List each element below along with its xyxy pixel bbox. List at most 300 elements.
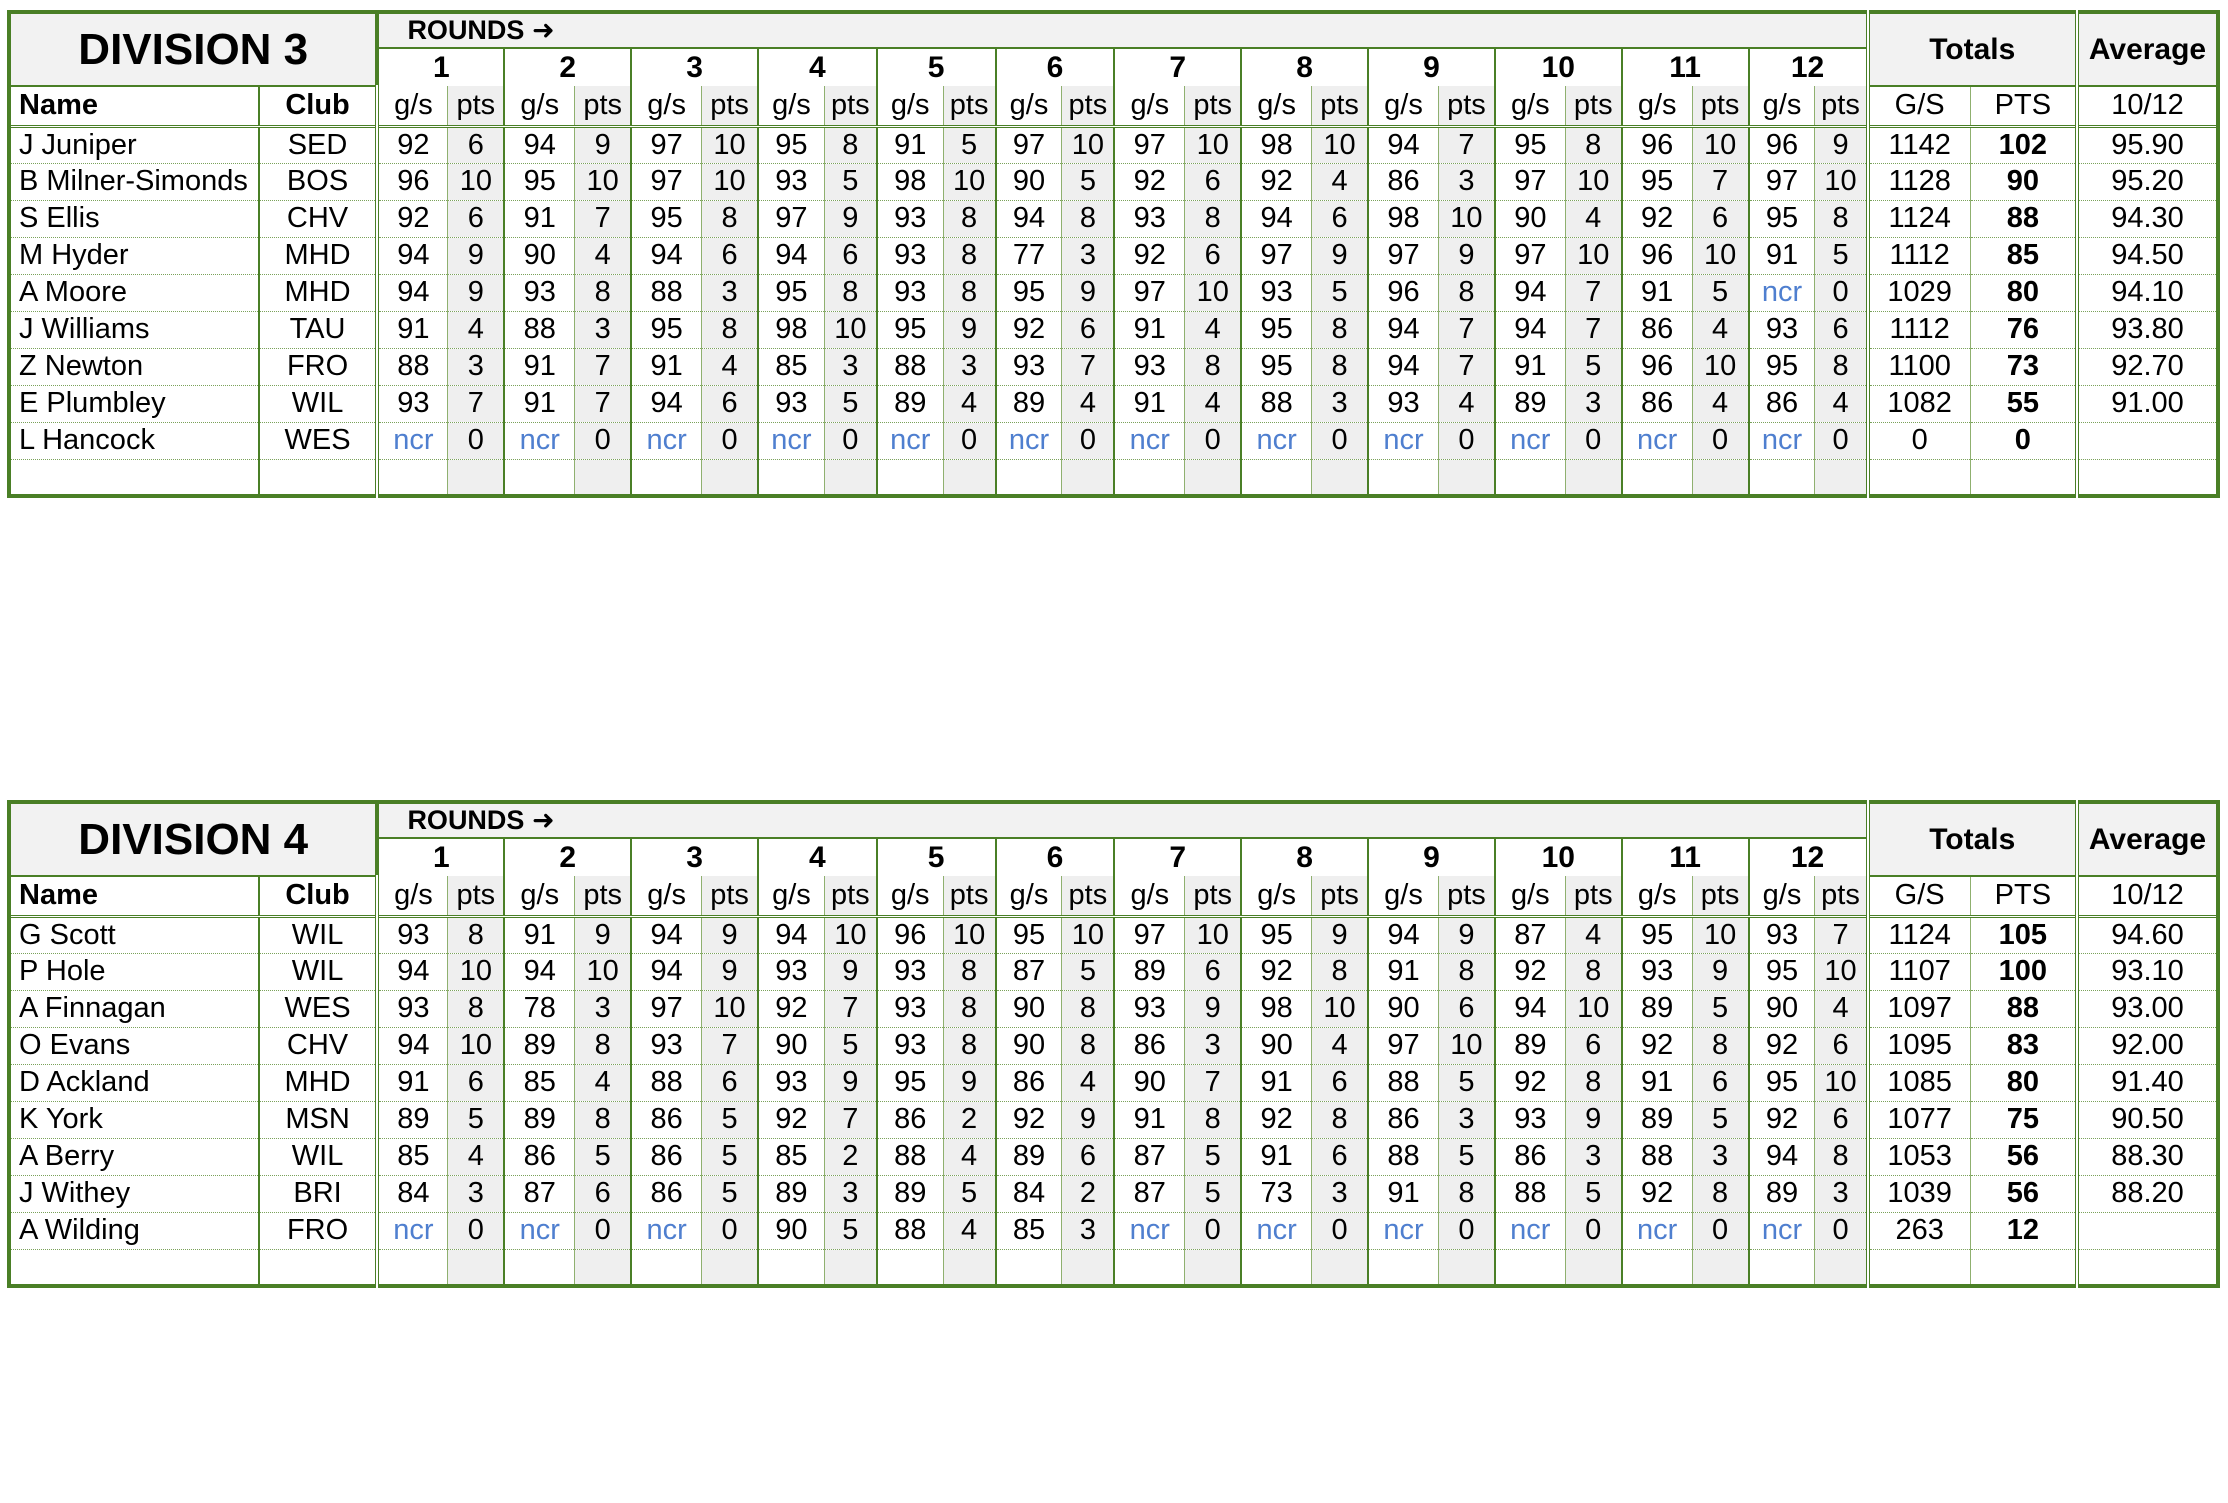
round-points: 0 — [1815, 422, 1868, 459]
empty-cell — [1241, 459, 1311, 496]
round-points: 3 — [1312, 1175, 1368, 1212]
round-points: 6 — [448, 1064, 504, 1101]
header-row-rounds — [9, 802, 2218, 838]
round-points: 8 — [1312, 311, 1368, 348]
table-row — [9, 200, 2218, 237]
round-points: 6 — [824, 237, 876, 274]
round-gs-score: 94 — [1368, 311, 1438, 348]
round-gs-score: 93 — [1114, 200, 1184, 237]
round-points: 5 — [824, 385, 876, 422]
round-gs-score: 73 — [1241, 1175, 1311, 1212]
pts-column-header: pts — [1815, 86, 1868, 126]
standings-table — [7, 800, 2220, 1288]
round-gs-score: 88 — [1495, 1175, 1565, 1212]
round-gs-score: 93 — [1114, 348, 1184, 385]
round-gs-score: 94 — [631, 916, 701, 953]
round-points: 0 — [575, 422, 631, 459]
round-gs-score: 95 — [1622, 916, 1692, 953]
round-gs-score: 92 — [1622, 1175, 1692, 1212]
round-points: 3 — [1815, 1175, 1868, 1212]
empty-cell — [1622, 1249, 1692, 1286]
gs-column-header: g/s — [631, 876, 701, 916]
round-gs-score: ncr — [377, 422, 447, 459]
pts-column-header: pts — [1565, 876, 1621, 916]
round-points: 4 — [1062, 1064, 1114, 1101]
table-row — [9, 916, 2218, 953]
club-code: MHD — [259, 1064, 378, 1101]
total-gs-header: G/S — [1868, 86, 1971, 126]
round-gs-score: ncr — [1241, 422, 1311, 459]
total-points: 76 — [1970, 311, 2077, 348]
table-row — [9, 1138, 2218, 1175]
round-number: 12 — [1749, 48, 1868, 86]
pts-column-header: pts — [702, 876, 758, 916]
total-points: 56 — [1970, 1138, 2077, 1175]
round-gs-score: 93 — [1495, 1101, 1565, 1138]
empty-cell — [259, 1249, 378, 1286]
empty-cell — [996, 459, 1062, 496]
round-points: 10 — [943, 163, 995, 200]
round-gs-score: 97 — [1749, 163, 1815, 200]
round-gs-score: 94 — [1495, 274, 1565, 311]
round-points: 8 — [1062, 990, 1114, 1027]
round-points: 9 — [702, 953, 758, 990]
round-points: 9 — [1565, 1101, 1621, 1138]
round-gs-score: 94 — [377, 237, 447, 274]
round-gs-score: 91 — [1368, 953, 1438, 990]
round-number: 7 — [1114, 48, 1241, 86]
empty-cell — [1815, 459, 1868, 496]
round-points: 4 — [1692, 311, 1748, 348]
pts-column-header: pts — [1565, 86, 1621, 126]
player-name: J Withey — [9, 1175, 259, 1212]
round-points: 5 — [1815, 237, 1868, 274]
round-number: 10 — [1495, 838, 1622, 876]
round-points: 10 — [824, 916, 876, 953]
pts-column-header: pts — [1185, 876, 1241, 916]
total-points: 88 — [1970, 990, 2077, 1027]
empty-cell — [1185, 459, 1241, 496]
average-score — [2077, 1212, 2218, 1249]
name-column-header: Name — [9, 876, 259, 916]
round-gs-score: 95 — [996, 916, 1062, 953]
round-gs-score: 95 — [1495, 126, 1565, 163]
round-points: 0 — [702, 1212, 758, 1249]
empty-cell — [1438, 459, 1494, 496]
round-gs-score: 97 — [1114, 274, 1184, 311]
round-points: 3 — [1692, 1138, 1748, 1175]
empty-cell — [1970, 459, 2077, 496]
round-points: 10 — [575, 163, 631, 200]
table-row — [9, 311, 2218, 348]
round-points: 6 — [1062, 1138, 1114, 1175]
round-points: 10 — [1565, 237, 1621, 274]
round-points: 0 — [702, 422, 758, 459]
round-gs-score: 93 — [758, 385, 824, 422]
round-gs-score: 88 — [877, 348, 943, 385]
round-gs-score: 96 — [1749, 126, 1815, 163]
average-header: Average — [2077, 12, 2218, 86]
round-gs-score: 94 — [1495, 311, 1565, 348]
round-points: 8 — [1062, 1027, 1114, 1064]
round-points: 7 — [824, 1101, 876, 1138]
pts-column-header: pts — [448, 876, 504, 916]
round-points: 8 — [1565, 1064, 1621, 1101]
round-points: 9 — [575, 916, 631, 953]
round-gs-score: 94 — [377, 953, 447, 990]
round-points: 10 — [943, 916, 995, 953]
empty-cell — [1815, 1249, 1868, 1286]
player-name: Z Newton — [9, 348, 259, 385]
round-points: 6 — [1438, 990, 1494, 1027]
round-gs-score: ncr — [504, 422, 574, 459]
round-number: 3 — [631, 838, 758, 876]
total-gs: 1112 — [1868, 237, 1971, 274]
round-points: 3 — [824, 1175, 876, 1212]
round-gs-score: 95 — [1241, 311, 1311, 348]
round-gs-score: 92 — [377, 200, 447, 237]
gs-column-header: g/s — [1622, 86, 1692, 126]
empty-cell — [758, 459, 824, 496]
empty-cell — [448, 459, 504, 496]
round-points: 10 — [1815, 163, 1868, 200]
round-number: 2 — [504, 48, 631, 86]
round-gs-score: 86 — [1114, 1027, 1184, 1064]
table-row — [9, 348, 2218, 385]
round-gs-score: 95 — [1241, 916, 1311, 953]
name-column-header: Name — [9, 86, 259, 126]
round-gs-score: 89 — [1622, 1101, 1692, 1138]
empty-cell — [9, 1249, 259, 1286]
club-code: WIL — [259, 953, 378, 990]
round-gs-score: 96 — [1368, 274, 1438, 311]
round-gs-score: 97 — [1495, 163, 1565, 200]
round-gs-score: 97 — [631, 990, 701, 1027]
round-gs-score: 94 — [377, 1027, 447, 1064]
round-points: 8 — [1815, 200, 1868, 237]
empty-cell — [1970, 1249, 2077, 1286]
round-gs-score: 92 — [996, 311, 1062, 348]
club-code: FRO — [259, 348, 378, 385]
pts-column-header: pts — [448, 86, 504, 126]
empty-cell — [702, 459, 758, 496]
round-gs-score: 93 — [1749, 311, 1815, 348]
round-gs-score: 94 — [377, 274, 447, 311]
round-points: 3 — [1312, 385, 1368, 422]
round-number: 6 — [996, 48, 1115, 86]
empty-cell — [824, 1249, 876, 1286]
empty-cell — [1565, 459, 1621, 496]
average-score: 93.00 — [2077, 990, 2218, 1027]
round-gs-score: 91 — [631, 348, 701, 385]
round-points: 5 — [1185, 1138, 1241, 1175]
round-points: 0 — [943, 422, 995, 459]
empty-cell — [1438, 1249, 1494, 1286]
empty-cell — [2077, 1249, 2218, 1286]
gs-column-header: g/s — [996, 86, 1062, 126]
round-points: 4 — [1312, 163, 1368, 200]
round-points: 6 — [1815, 311, 1868, 348]
round-gs-score: 92 — [1495, 1064, 1565, 1101]
round-gs-score: 95 — [1622, 163, 1692, 200]
round-gs-score: 84 — [996, 1175, 1062, 1212]
round-points: 5 — [1692, 990, 1748, 1027]
empty-cell — [1868, 459, 1971, 496]
round-gs-score: 94 — [1368, 126, 1438, 163]
round-gs-score: 93 — [1241, 274, 1311, 311]
round-gs-score: 93 — [758, 163, 824, 200]
round-gs-score: 95 — [504, 163, 574, 200]
round-points: 5 — [824, 1027, 876, 1064]
round-gs-score: ncr — [1495, 422, 1565, 459]
round-gs-score: 86 — [631, 1175, 701, 1212]
round-gs-score: 93 — [877, 274, 943, 311]
round-gs-score: 88 — [1368, 1138, 1438, 1175]
round-number: 1 — [377, 48, 504, 86]
club-code: SED — [259, 126, 378, 163]
round-points: 3 — [702, 274, 758, 311]
empty-cell — [943, 459, 995, 496]
table-row — [9, 1027, 2218, 1064]
round-points: 4 — [1438, 385, 1494, 422]
round-gs-score: ncr — [1749, 1212, 1815, 1249]
round-gs-score: 91 — [877, 126, 943, 163]
round-points: 10 — [824, 311, 876, 348]
total-points: 88 — [1970, 200, 2077, 237]
round-number: 8 — [1241, 48, 1368, 86]
round-points: 3 — [575, 311, 631, 348]
round-points: 0 — [448, 1212, 504, 1249]
table-row — [9, 126, 2218, 163]
round-points: 5 — [1692, 274, 1748, 311]
round-points: 8 — [1815, 1138, 1868, 1175]
round-gs-score: ncr — [1368, 1212, 1438, 1249]
round-gs-score: 91 — [504, 200, 574, 237]
round-gs-score: ncr — [877, 422, 943, 459]
round-points: 7 — [1438, 311, 1494, 348]
round-points: 10 — [1185, 916, 1241, 953]
total-gs: 1128 — [1868, 163, 1971, 200]
club-code: CHV — [259, 1027, 378, 1064]
empty-cell — [504, 459, 574, 496]
empty-cell — [1062, 1249, 1114, 1286]
round-points: 8 — [1185, 348, 1241, 385]
empty-cell — [1185, 1249, 1241, 1286]
round-points: 10 — [702, 126, 758, 163]
round-gs-score: 93 — [996, 348, 1062, 385]
round-number: 11 — [1622, 48, 1749, 86]
total-gs: 1100 — [1868, 348, 1971, 385]
empty-cell — [1495, 1249, 1565, 1286]
round-gs-score: 95 — [1749, 953, 1815, 990]
round-gs-score: 95 — [996, 274, 1062, 311]
total-gs: 1029 — [1868, 274, 1971, 311]
round-number: 3 — [631, 48, 758, 86]
round-points: 5 — [1438, 1064, 1494, 1101]
round-points: 0 — [1692, 422, 1748, 459]
empty-cell — [943, 1249, 995, 1286]
round-points: 8 — [1692, 1027, 1748, 1064]
round-points: 8 — [575, 1027, 631, 1064]
round-points: 7 — [1438, 348, 1494, 385]
round-gs-score: 93 — [758, 1064, 824, 1101]
round-gs-score: 93 — [1368, 385, 1438, 422]
pts-column-header: pts — [1692, 86, 1748, 126]
round-points: 4 — [1185, 385, 1241, 422]
round-points: 0 — [1565, 1212, 1621, 1249]
average-score: 91.40 — [2077, 1064, 2218, 1101]
round-gs-score: 86 — [1495, 1138, 1565, 1175]
empty-cell — [1062, 459, 1114, 496]
round-points: 10 — [1692, 348, 1748, 385]
round-number: 6 — [996, 838, 1115, 876]
round-gs-score: 86 — [1368, 163, 1438, 200]
round-gs-score: 91 — [504, 348, 574, 385]
round-points: 4 — [1815, 385, 1868, 422]
club-code: TAU — [259, 311, 378, 348]
player-name: D Ackland — [9, 1064, 259, 1101]
total-gs: 263 — [1868, 1212, 1971, 1249]
totals-header: Totals — [1868, 12, 2077, 86]
round-gs-score: 90 — [1368, 990, 1438, 1027]
round-points: 5 — [1438, 1138, 1494, 1175]
empty-cell — [1312, 459, 1368, 496]
round-gs-score: 98 — [1241, 126, 1311, 163]
round-gs-score: 90 — [1114, 1064, 1184, 1101]
round-gs-score: ncr — [504, 1212, 574, 1249]
round-gs-score: 95 — [1749, 348, 1815, 385]
round-gs-score: 89 — [996, 385, 1062, 422]
total-points: 80 — [1970, 274, 2077, 311]
round-points: 3 — [448, 348, 504, 385]
pts-column-header: pts — [824, 876, 876, 916]
round-gs-score: ncr — [1622, 422, 1692, 459]
round-gs-score: 98 — [758, 311, 824, 348]
round-number: 7 — [1114, 838, 1241, 876]
round-points: 8 — [1815, 348, 1868, 385]
round-points: 6 — [448, 126, 504, 163]
round-gs-score: 91 — [1622, 274, 1692, 311]
round-gs-score: 97 — [1495, 237, 1565, 274]
gs-column-header: g/s — [1749, 86, 1815, 126]
club-code: MHD — [259, 237, 378, 274]
player-name: J Juniper — [9, 126, 259, 163]
round-points: 2 — [824, 1138, 876, 1175]
pts-column-header: pts — [943, 876, 995, 916]
round-gs-score: 87 — [504, 1175, 574, 1212]
round-gs-score: 92 — [1241, 1101, 1311, 1138]
gs-column-header: g/s — [877, 86, 943, 126]
round-gs-score: 90 — [996, 1027, 1062, 1064]
round-gs-score: 90 — [1241, 1027, 1311, 1064]
round-points: 4 — [1565, 916, 1621, 953]
average-score: 92.00 — [2077, 1027, 2218, 1064]
round-gs-score: 87 — [996, 953, 1062, 990]
round-gs-score: 90 — [504, 237, 574, 274]
division-3-table — [7, 10, 2220, 498]
round-points: 7 — [824, 990, 876, 1027]
empty-cell — [1241, 1249, 1311, 1286]
round-points: 4 — [448, 311, 504, 348]
round-gs-score: 89 — [1622, 990, 1692, 1027]
round-gs-score: 88 — [631, 274, 701, 311]
round-gs-score: 93 — [758, 953, 824, 990]
round-points: 9 — [824, 200, 876, 237]
round-points: 4 — [943, 1212, 995, 1249]
round-points: 8 — [943, 1027, 995, 1064]
round-gs-score: ncr — [758, 422, 824, 459]
pts-column-header: pts — [1185, 86, 1241, 126]
round-gs-score: 86 — [996, 1064, 1062, 1101]
round-gs-score: 96 — [1622, 237, 1692, 274]
round-points: 9 — [1438, 237, 1494, 274]
round-number: 5 — [877, 48, 996, 86]
round-points: 8 — [1565, 126, 1621, 163]
round-points: 5 — [1565, 348, 1621, 385]
round-points: 5 — [824, 163, 876, 200]
round-gs-score: 94 — [631, 385, 701, 422]
total-pts-header: PTS — [1970, 86, 2077, 126]
gs-column-header: g/s — [996, 876, 1062, 916]
round-points: 9 — [943, 1064, 995, 1101]
round-points: 10 — [1565, 990, 1621, 1027]
total-pts-header: PTS — [1970, 876, 2077, 916]
round-points: 6 — [1692, 1064, 1748, 1101]
player-name: B Milner-Simonds — [9, 163, 259, 200]
gs-column-header: g/s — [1622, 876, 1692, 916]
gs-column-header: g/s — [1368, 86, 1438, 126]
round-points: 0 — [1438, 422, 1494, 459]
table-row — [9, 163, 2218, 200]
round-points: 7 — [702, 1027, 758, 1064]
round-points: 5 — [702, 1175, 758, 1212]
empty-cell — [1622, 459, 1692, 496]
round-points: 4 — [575, 1064, 631, 1101]
round-gs-score: 91 — [1495, 348, 1565, 385]
average-score: 93.10 — [2077, 953, 2218, 990]
round-points: 7 — [1565, 311, 1621, 348]
round-gs-score: 85 — [377, 1138, 447, 1175]
round-points: 8 — [1312, 1101, 1368, 1138]
round-points: 4 — [1185, 311, 1241, 348]
player-name: A Finnagan — [9, 990, 259, 1027]
round-points: 5 — [1062, 953, 1114, 990]
round-points: 10 — [1185, 126, 1241, 163]
round-points: 0 — [1565, 422, 1621, 459]
round-points: 9 — [824, 1064, 876, 1101]
total-points: 0 — [1970, 422, 2077, 459]
round-gs-score: 92 — [377, 126, 447, 163]
club-column-header: Club — [259, 86, 378, 126]
round-gs-score: 87 — [1495, 916, 1565, 953]
pts-column-header: pts — [1312, 86, 1368, 126]
round-points: 10 — [1312, 126, 1368, 163]
round-points: 0 — [448, 422, 504, 459]
round-points: 10 — [1062, 126, 1114, 163]
round-points: 3 — [1565, 385, 1621, 422]
round-gs-score: 97 — [1114, 916, 1184, 953]
round-points: 7 — [1438, 126, 1494, 163]
round-gs-score: 93 — [377, 385, 447, 422]
total-gs: 1053 — [1868, 1138, 1971, 1175]
round-gs-score: 94 — [1241, 200, 1311, 237]
round-gs-score: 86 — [1368, 1101, 1438, 1138]
round-points: 6 — [1062, 311, 1114, 348]
total-gs: 1112 — [1868, 311, 1971, 348]
round-points: 7 — [1815, 916, 1868, 953]
round-points: 0 — [1312, 422, 1368, 459]
round-points: 7 — [1565, 274, 1621, 311]
